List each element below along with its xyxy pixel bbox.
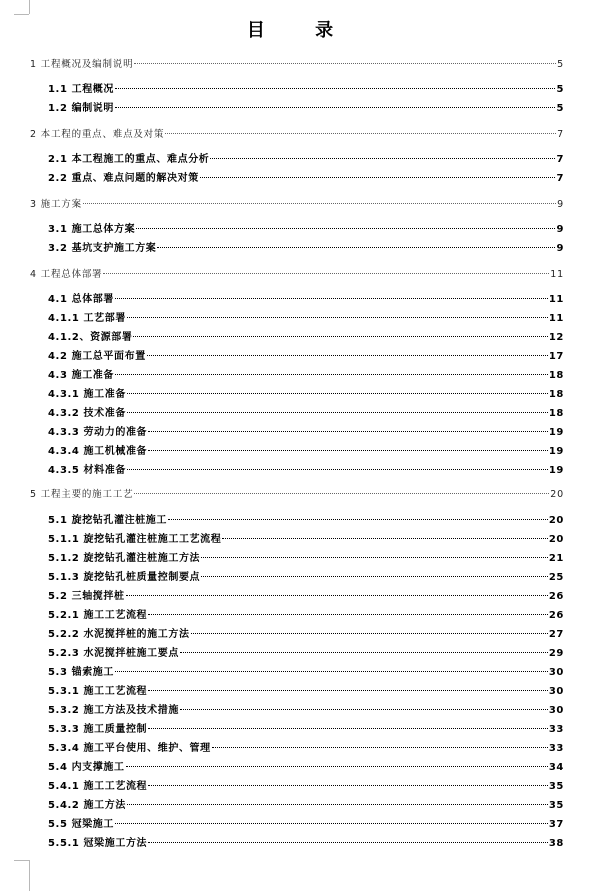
toc-entry-label: 5.3 锚索施工 <box>48 667 114 678</box>
toc-entry-page: 29 <box>548 648 564 659</box>
toc-entry-label: 3 施工方案 <box>30 199 82 210</box>
dot-leader <box>165 133 556 134</box>
toc-entry[interactable] <box>30 198 564 212</box>
toc-entry-page: 19 <box>548 446 564 457</box>
toc-entry[interactable] <box>48 407 564 421</box>
toc-entry-label: 5.2.2 水泥搅拌桩的施工方法 <box>48 629 190 640</box>
toc-entry-label: 2.1 本工程施工的重点、难点分析 <box>48 154 210 165</box>
toc-entry-page: 37 <box>548 819 564 830</box>
dot-leader <box>115 374 548 375</box>
toc-entry[interactable] <box>48 350 564 364</box>
toc-entry-page: 18 <box>548 370 564 381</box>
toc-entry-page: 35 <box>548 781 564 792</box>
toc-entry-label: 2 本工程的重点、难点及对策 <box>30 129 165 140</box>
dot-leader <box>148 431 548 432</box>
toc-entry-label: 5.2.1 施工工艺流程 <box>48 610 148 621</box>
dot-leader <box>222 538 548 539</box>
toc-entry-page: 7 <box>556 173 564 184</box>
dot-leader <box>134 493 549 494</box>
toc-entry[interactable] <box>30 58 564 72</box>
dot-leader <box>148 842 548 843</box>
toc-entry-label: 3.1 施工总体方案 <box>48 224 136 235</box>
toc-entry[interactable] <box>30 488 564 502</box>
dot-leader <box>136 228 555 229</box>
toc-entry-page: 7 <box>556 154 564 165</box>
toc-entry-page: 26 <box>548 610 564 621</box>
toc-entry-page: 19 <box>548 465 564 476</box>
toc-entry-page: 17 <box>548 351 564 362</box>
dot-leader <box>168 519 548 520</box>
toc-entry[interactable] <box>48 647 564 661</box>
toc-entry[interactable] <box>48 780 564 794</box>
toc-entry[interactable] <box>48 685 564 699</box>
toc-entry[interactable] <box>48 837 564 851</box>
dot-leader <box>148 614 548 615</box>
toc-entry-label: 5.4 内支撑施工 <box>48 762 125 773</box>
toc-entry[interactable] <box>48 628 564 642</box>
toc-entry-label: 5.3.1 施工工艺流程 <box>48 686 148 697</box>
toc-entry-page: 19 <box>548 427 564 438</box>
toc-entry[interactable] <box>48 388 564 402</box>
toc-entry-label: 5.1.1 旋挖钻孔灌注桩施工工艺流程 <box>48 534 222 545</box>
toc-entry[interactable] <box>48 818 564 832</box>
toc-entry-label: 1 工程概况及编制说明 <box>30 59 134 70</box>
dot-leader <box>201 576 548 577</box>
dot-leader <box>127 393 548 394</box>
toc-entry-label: 5.1.2 旋挖钻孔灌注桩施工方法 <box>48 553 201 564</box>
toc-entry-page: 9 <box>556 224 564 235</box>
dot-leader <box>191 633 548 634</box>
toc-entry-page: 9 <box>556 243 564 254</box>
toc-entry[interactable] <box>48 514 564 528</box>
toc-entry[interactable] <box>48 571 564 585</box>
toc-entry[interactable] <box>48 312 564 326</box>
toc-entry-page: 11 <box>548 313 564 324</box>
dot-leader <box>210 158 555 159</box>
toc-entry-label: 3.2 基坑支护施工方案 <box>48 243 157 254</box>
toc-entry-label: 4.3.4 施工机械准备 <box>48 446 148 457</box>
toc-entry-page: 11 <box>548 294 564 305</box>
toc-entry-label: 5.3.4 施工平台使用、维护、管理 <box>48 743 211 754</box>
toc-entry-label: 4.2 施工总平面布置 <box>48 351 146 362</box>
toc-entry[interactable] <box>48 761 564 775</box>
dot-leader <box>148 690 548 691</box>
toc-entry-page: 20 <box>548 534 564 545</box>
toc-entry-page: 26 <box>548 591 564 602</box>
dot-leader <box>133 336 547 337</box>
toc-entry-label: 5 工程主要的施工工艺 <box>30 489 134 500</box>
toc-entry-page: 30 <box>548 705 564 716</box>
dot-leader <box>103 273 549 274</box>
toc-entry-label: 4.3.1 施工准备 <box>48 389 126 400</box>
toc-entry-page: 30 <box>548 686 564 697</box>
dot-leader <box>115 823 548 824</box>
toc-entry-label: 5.5.1 冠梁施工方法 <box>48 838 148 849</box>
dot-leader <box>148 450 548 451</box>
toc-entry[interactable] <box>48 369 564 383</box>
toc-entry[interactable] <box>48 742 564 756</box>
toc-entry-label: 4.3.5 材料准备 <box>48 465 126 476</box>
dot-leader <box>126 766 548 767</box>
toc-entry[interactable] <box>48 331 564 345</box>
toc-entry-label: 2.2 重点、难点问题的解决对策 <box>48 173 199 184</box>
toc-entry-page: 38 <box>548 838 564 849</box>
toc-entry-page: 34 <box>548 762 564 773</box>
toc-entry-page: 27 <box>548 629 564 640</box>
toc-entry-label: 4.1.1 工艺部署 <box>48 313 126 324</box>
dot-leader <box>127 469 548 470</box>
toc-entry-page: 9 <box>557 199 564 210</box>
dot-leader <box>127 317 548 318</box>
dot-leader <box>180 652 548 653</box>
dot-leader <box>157 247 555 248</box>
toc-entry-page: 30 <box>548 667 564 678</box>
dot-leader <box>83 203 556 204</box>
toc-entry[interactable] <box>48 172 564 186</box>
toc-entry-label: 4 工程总体部署 <box>30 269 103 280</box>
toc-entry-label: 5.3.2 施工方法及技术措施 <box>48 705 179 716</box>
toc-entry-label: 4.1 总体部署 <box>48 294 114 305</box>
toc-entry-label: 5.1 旋挖钻孔灌注桩施工 <box>48 515 167 526</box>
toc-entry[interactable] <box>48 552 564 566</box>
toc-entry[interactable] <box>48 445 564 459</box>
toc-entry[interactable] <box>48 242 564 256</box>
toc-entry-label: 4.1.2、资源部署 <box>48 332 133 343</box>
toc-entry-label: 1.2 编制说明 <box>48 103 114 114</box>
toc-entry-page: 12 <box>548 332 564 343</box>
toc-entry[interactable] <box>48 153 564 167</box>
toc-entry[interactable] <box>48 590 564 604</box>
dot-leader <box>115 107 555 108</box>
toc-entry[interactable] <box>48 464 564 478</box>
toc-entry-page: 5 <box>556 84 564 95</box>
toc-entry-label: 5.2 三轴搅拌桩 <box>48 591 125 602</box>
toc-entry[interactable] <box>48 666 564 680</box>
toc-entry-page: 18 <box>548 389 564 400</box>
toc-entry-label: 5.1.3 旋挖钻孔桩质量控制要点 <box>48 572 201 583</box>
toc-entry-page: 33 <box>548 724 564 735</box>
toc-entry-page: 5 <box>556 103 564 114</box>
toc-entry-label: 5.3.3 施工质量控制 <box>48 724 148 735</box>
toc-entry[interactable] <box>48 426 564 440</box>
toc-entry[interactable] <box>30 128 564 142</box>
toc-entry[interactable] <box>48 293 564 307</box>
toc-entry-label: 4.3.3 劳动力的准备 <box>48 427 148 438</box>
toc-entry-label: 5.5 冠梁施工 <box>48 819 114 830</box>
dot-leader <box>201 557 548 558</box>
toc-entry-label: 5.4.2 施工方法 <box>48 800 126 811</box>
toc-entry-label: 4.3.2 技术准备 <box>48 408 126 419</box>
toc-entry[interactable] <box>48 609 564 623</box>
toc-entry[interactable] <box>30 268 564 282</box>
toc-entry-page: 35 <box>548 800 564 811</box>
toc-entry-page: 7 <box>557 129 564 140</box>
toc-entry[interactable] <box>48 223 564 237</box>
toc-entry-page: 18 <box>548 408 564 419</box>
dot-leader <box>148 728 548 729</box>
toc-entry[interactable] <box>48 723 564 737</box>
toc-entry-label: 5.2.3 水泥搅拌桩施工要点 <box>48 648 179 659</box>
dot-leader <box>115 671 548 672</box>
toc-entry[interactable] <box>48 799 564 813</box>
dot-leader <box>148 785 548 786</box>
toc-entry-page: 20 <box>550 489 564 500</box>
toc-entry[interactable] <box>48 704 564 718</box>
toc-entry-page: 33 <box>548 743 564 754</box>
dot-leader <box>127 412 548 413</box>
dot-leader <box>126 595 548 596</box>
toc-entry-page: 11 <box>550 269 564 280</box>
dot-leader <box>180 709 548 710</box>
page-title: 目 录 <box>246 20 356 41</box>
toc-entry-page: 20 <box>548 515 564 526</box>
toc-entry[interactable] <box>48 533 564 547</box>
toc-entry-page: 25 <box>548 572 564 583</box>
toc-entry-label: 1.1 工程概况 <box>48 84 114 95</box>
dot-leader <box>200 177 556 178</box>
dot-leader <box>115 298 548 299</box>
toc-entry[interactable] <box>48 102 564 116</box>
dot-leader <box>147 355 548 356</box>
dot-leader <box>115 88 555 89</box>
toc-entry-page: 21 <box>548 553 564 564</box>
toc-entry[interactable] <box>48 83 564 97</box>
dot-leader <box>212 747 548 748</box>
dot-leader <box>127 804 548 805</box>
dot-leader <box>134 63 556 64</box>
toc-entry-label: 4.3 施工准备 <box>48 370 114 381</box>
toc-entry-label: 5.4.1 施工工艺流程 <box>48 781 148 792</box>
toc-entry-page: 5 <box>557 59 564 70</box>
